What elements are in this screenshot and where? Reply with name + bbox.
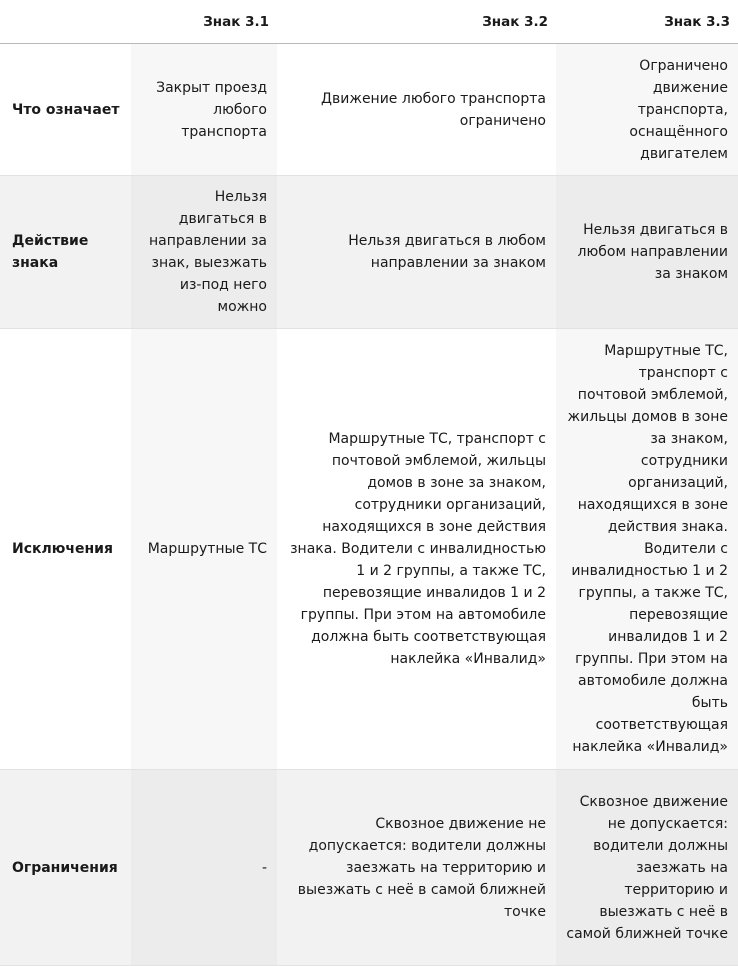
row-label-meaning: Что означает (0, 44, 131, 176)
table-row (0, 176, 738, 329)
header-sign-3-1: Знак 3.1 (131, 0, 277, 44)
table-body (0, 44, 738, 966)
row-label-action: Действие знака (0, 176, 131, 329)
table-header (0, 0, 738, 44)
cell-sign-3-3: Сквозное движение не допускается: водители должны заезжать на территорию и выезжать с неё в самой ближней точке (556, 770, 738, 966)
header-sign-3-2: Знак 3.2 (277, 0, 556, 44)
cell-sign-3-2: Сквозное движение не допускается: водители должны заезжать на территорию и выезжать с неё в самой ближней точке (277, 770, 556, 966)
header-corner (0, 0, 131, 44)
cell-sign-3-3: Нельзя двигаться в любом направлении за знаком (556, 176, 738, 329)
table-row (0, 770, 738, 966)
table-row (0, 44, 738, 176)
cell-sign-3-1: - (131, 770, 277, 966)
cell-sign-3-2: Маршрутные ТС, транспорт с почтовой эмблемой, жильцы домов в зоне за знаком, сотрудники организаций, находящихся в зоне действия знака. Водители с инвалидностью 1 и 2 группы, а также ТС, перевозящие инвалидов 1 и 2 группы. При этом на автомобиле должна быть соответствующая наклейка «Инвалид» (277, 329, 556, 770)
cell-sign-3-2: Нельзя двигаться в любом направлении за знаком (277, 176, 556, 329)
cell-sign-3-3: Маршрутные ТС, транспорт с почтовой эмблемой, жильцы домов в зоне за знаком, сотрудники организаций, находящихся в зоне действия знака. Водители с инвалидностью 1 и 2 группы, а также ТС, перевозящие инвалидов 1 и 2 группы. При этом на автомобиле должна быть соответствующая наклейка «Инвалид» (556, 329, 738, 770)
cell-sign-3-2: Движение любого транспорта ограничено (277, 44, 556, 176)
row-label-restrictions: Ограничения (0, 770, 131, 966)
cell-sign-3-1: Нельзя двигаться в направлении за знак, выезжать из-под него можно (131, 176, 277, 329)
cell-sign-3-1: Маршрутные ТС (131, 329, 277, 770)
header-sign-3-3: Знак 3.3 (556, 0, 738, 44)
table-row (0, 329, 738, 770)
row-label-exceptions: Исключения (0, 329, 131, 770)
cell-sign-3-3: Ограничено движение транспорта, оснащённого двигателем (556, 44, 738, 176)
header-row (0, 0, 738, 44)
cell-sign-3-1: Закрыт проезд любого транспорта (131, 44, 277, 176)
